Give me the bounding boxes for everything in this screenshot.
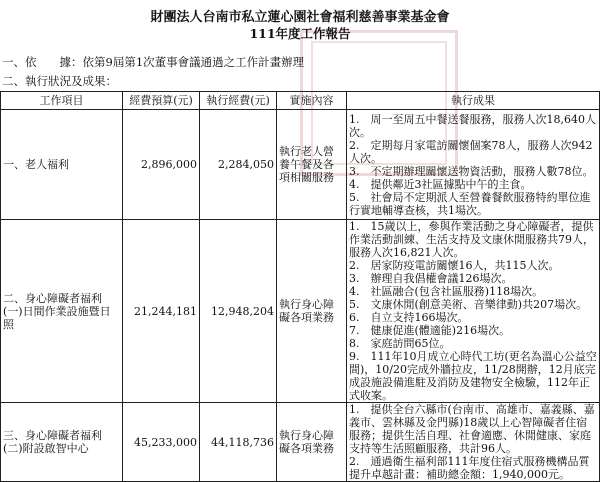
result-item: 2. 居家防疫電訪關懷16人，共115人次。 bbox=[349, 259, 560, 272]
result-item: 9. 111年10月成立心時代工坊(更名為溫心公益空間)，10/20完成外牆拉皮，11/28開辦，12月底完成設施設備進駐及消防及建物安全檢驗，112年正式收案。 bbox=[349, 350, 597, 402]
basis-line: 一、依 據：依第9屆第1次董事會議通過之工作計畫辦理 bbox=[2, 55, 305, 69]
row-content: 執行老人營養午餐及各項相關服務 bbox=[277, 110, 347, 220]
result-item: 2. 通過衛生福利部111年度住宿式服務機構品質提升卓越計畫：補助總金額：1,940,000元。 bbox=[349, 455, 590, 481]
header-content: 實施內容 bbox=[277, 92, 347, 110]
work-report-table bbox=[0, 91, 600, 482]
row-content: 執行身心障礙各項業務 bbox=[277, 220, 347, 403]
result-item: 2. 定期每月家電訪關懷個案78人，服務人次942人次。 bbox=[349, 138, 593, 165]
result-item: 4. 社區融合(包含社區服務)118場次。 bbox=[349, 285, 544, 298]
result-item: 5. 文康休閒(創意美術、音樂律動)共207場次。 bbox=[349, 298, 588, 311]
status-heading: 二、執行狀況及成果： bbox=[2, 74, 117, 88]
table-header-row bbox=[1, 92, 600, 110]
row-budget: 21,244,181 bbox=[123, 220, 200, 403]
result-item: 1. 提供全台六縣市(台南市、高雄市、嘉義縣、嘉義市、雲林縣及金門縣)18歲以上心智障礙者住宿服務；提供生活自理、社會適應、休閒健康、家庭支持等生活照顧服務，共計96人。 bbox=[349, 403, 595, 455]
result-item: 4. 提供鄰近3社區據點中午的主食。 bbox=[349, 177, 532, 191]
result-item: 5. 社會局不定期派人至營養餐飲服務特約單位進行實地輔導查核，共1場次。 bbox=[349, 190, 591, 217]
header-budget: 經費預算(元) bbox=[123, 92, 200, 110]
header-results: 執行成果 bbox=[347, 92, 600, 110]
result-item: 1. 15歲以上，參與作業活動之身心障礙者，提供作業活動訓練、生活支持及文康休閒服務共79人，服務人次16,821人次。 bbox=[349, 220, 594, 259]
result-item: 7. 健康促進(體適能)216場次。 bbox=[349, 324, 511, 337]
table-row bbox=[1, 110, 600, 220]
row-spent: 2,284,050 bbox=[200, 110, 277, 220]
result-item: 8. 家庭訪問65位。 bbox=[349, 337, 451, 350]
row-content: 執行身心障礙各項業務 bbox=[277, 403, 347, 482]
row-spent: 12,948,204 bbox=[200, 220, 277, 403]
document-subtitle: 111年度工作報告 bbox=[249, 26, 351, 41]
row-spent: 44,118,736 bbox=[200, 403, 277, 482]
header-spent: 執行經費(元) bbox=[200, 92, 277, 110]
result-item: 3. 不定期辦理關懷送物資活動，服務人數78位。 bbox=[349, 164, 594, 178]
header-work-item: 工作項目 bbox=[1, 92, 123, 110]
row-budget: 2,896,000 bbox=[123, 110, 200, 220]
row-item: 三、身心障礙者福利(二)附設啟智中心 bbox=[1, 403, 123, 482]
row-results bbox=[347, 220, 600, 403]
result-item: 1. 周一至周五中餐送餐服務，服務人次18,640人次。 bbox=[349, 112, 596, 139]
table-row bbox=[1, 403, 600, 482]
row-budget: 45,233,000 bbox=[123, 403, 200, 482]
row-results bbox=[347, 403, 600, 482]
document-title: 財團法人台南市私立蓮心園社會福利慈善事業基金會 bbox=[150, 10, 450, 25]
row-results bbox=[347, 110, 600, 220]
result-item: 6. 自立支持166場次。 bbox=[349, 311, 469, 324]
result-item: 3. 辦理自我倡權會議126場次。 bbox=[349, 272, 513, 285]
row-item: 一、老人福利 bbox=[1, 110, 123, 220]
row-item: 二、身心障礙者福利(一)日間作業設施暨日照 bbox=[1, 220, 123, 403]
table-row bbox=[1, 220, 600, 403]
